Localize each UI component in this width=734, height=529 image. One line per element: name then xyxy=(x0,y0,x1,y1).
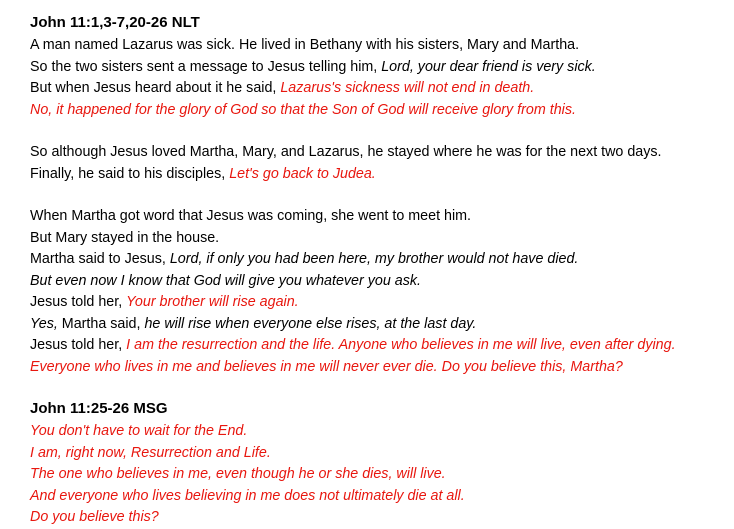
text-run: Let's go back to Judea. xyxy=(229,165,376,182)
paragraph xyxy=(30,421,724,529)
paragraph xyxy=(30,206,724,378)
section-gap xyxy=(30,378,724,398)
text-run: You don't have to wait for the End. xyxy=(30,423,248,439)
scripture-section xyxy=(30,398,724,529)
text-line xyxy=(30,78,724,100)
text-run: When Martha got word that Jesus was coming, she went to meet him. xyxy=(30,208,472,224)
text-run: Your brother will rise again. xyxy=(126,294,299,310)
text-line xyxy=(30,464,724,486)
text-line xyxy=(30,292,724,314)
text-line xyxy=(30,100,724,122)
text-run: Yes, xyxy=(30,315,58,332)
text-line xyxy=(30,164,724,186)
scripture-section xyxy=(30,12,724,378)
text-line xyxy=(30,35,724,57)
text-run: No, it happened for the glory of God so that the Son of God will receive glory from this. xyxy=(30,101,576,118)
text-run: So although Jesus loved Martha, Mary, and Lazarus, he stayed where he was for the next two days. xyxy=(30,144,662,160)
text-run: The one who believes in me, even though he or she dies, will live. xyxy=(30,466,446,482)
text-line xyxy=(30,228,724,250)
text-run: Martha said to Jesus, xyxy=(30,251,170,267)
text-line xyxy=(30,314,724,336)
text-run: Everyone who lives in me and believes in me will never ever die. Do you believe this, Martha? xyxy=(30,358,623,375)
text-line xyxy=(30,57,724,79)
text-run: And everyone who lives believing in me does not ultimately die at all. xyxy=(30,487,465,504)
text-run: But even now I know that God will give you whatever you ask. xyxy=(30,272,421,289)
text-run: Jesus told her, xyxy=(30,337,127,353)
text-run: But Mary stayed in the house. xyxy=(30,229,220,246)
text-line xyxy=(30,271,724,293)
text-line xyxy=(30,486,724,508)
text-run: But when Jesus heard about it he said, xyxy=(30,80,281,96)
text-run: Finally, he said to his disciples, xyxy=(30,165,230,182)
text-line xyxy=(30,335,724,357)
text-run: Do you believe this? xyxy=(30,509,159,525)
text-line xyxy=(30,142,724,164)
text-run: Martha said, xyxy=(57,315,145,332)
text-line xyxy=(30,249,724,271)
paragraph-gap xyxy=(30,185,724,206)
section-heading: John 11:25-26 MSG xyxy=(30,400,168,417)
text-run: Lazarus's sickness will not end in death. xyxy=(280,80,535,96)
text-run: So the two sisters sent a message to Jesus telling him, xyxy=(30,58,382,75)
text-run: Lord, if only you had been here, my brother would not have died. xyxy=(169,251,579,267)
text-run: I am, right now, Resurrection and Life. xyxy=(30,444,271,461)
text-line xyxy=(30,507,724,529)
text-run: I am the resurrection and the life. Anyone who believes in me will live, even after dying. xyxy=(126,337,676,353)
section-heading: John 11:1,3-7,20-26 NLT xyxy=(30,14,200,31)
text-run: Lord, your dear friend is very sick. xyxy=(381,58,596,75)
text-run: Jesus told her, xyxy=(30,294,127,310)
paragraph-gap xyxy=(30,121,724,142)
text-line xyxy=(30,443,724,465)
scripture-sections xyxy=(30,12,724,529)
text-run: A man named Lazarus was sick. He lived in Bethany with his sisters, Mary and Martha. xyxy=(30,37,580,53)
text-line xyxy=(30,421,724,443)
text-line xyxy=(30,206,724,228)
text-run: he will rise when everyone else rises, at the last day. xyxy=(144,315,477,332)
paragraph xyxy=(30,142,724,185)
text-line xyxy=(30,357,724,379)
paragraph xyxy=(30,35,724,121)
